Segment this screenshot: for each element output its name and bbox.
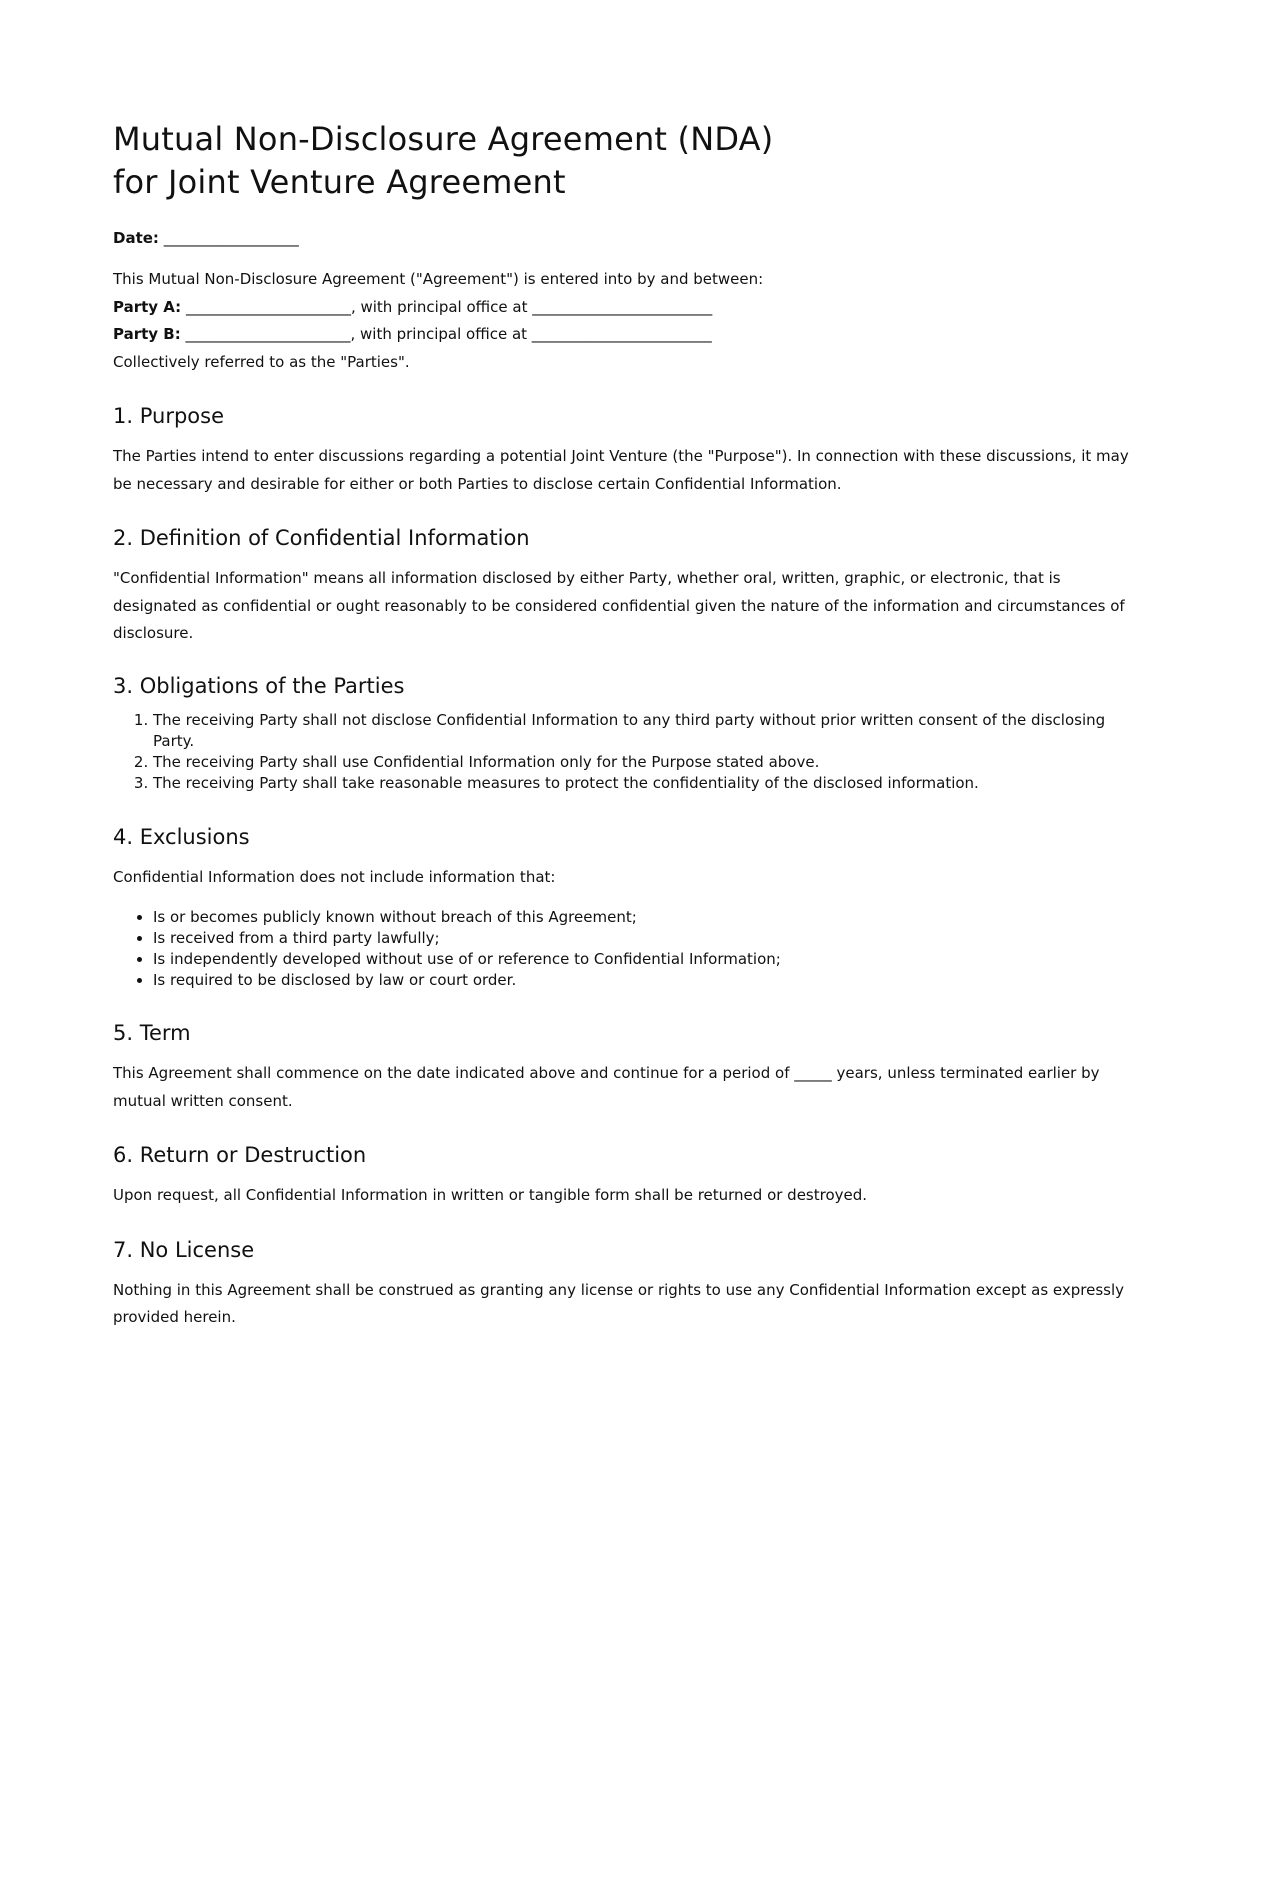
section-heading: 2. Definition of Confidential Information bbox=[113, 526, 530, 550]
section-exclusions bbox=[113, 823, 1150, 992]
title-line-1: Mutual Non-Disclosure Agreement (NDA) bbox=[113, 120, 774, 158]
date-label: Date: bbox=[113, 229, 159, 247]
section-heading: 6. Return or Destruction bbox=[113, 1143, 367, 1167]
section-heading: 7. No License bbox=[113, 1237, 255, 1262]
intro-text: This Mutual Non-Disclosure Agreement ("Agreement") is entered into by and between: bbox=[113, 270, 764, 288]
section-heading: 5. Term bbox=[113, 1021, 191, 1045]
party-b-label: Party B: bbox=[113, 325, 181, 343]
section-heading: 1. Purpose bbox=[113, 404, 224, 428]
section-heading: 4. Exclusions bbox=[113, 824, 250, 849]
exclusions-list bbox=[113, 907, 1150, 991]
party-b-text: ______________________, with principal office at ________________________ bbox=[180, 325, 712, 343]
section-return bbox=[113, 1141, 1150, 1210]
list-item: 3. The receiving Party shall take reasonable measures to protect the confidentiality of the disclosed information. bbox=[153, 773, 1150, 794]
section-body: The Parties intend to enter discussions regarding a potential Joint Venture (the "Purpose"). In connection with these discussions, it may be necessary and desirable for either or both Parties to disclose certain Confidential Information. bbox=[113, 447, 1129, 493]
document-title bbox=[113, 118, 1150, 204]
collective-text: Collectively referred to as the "Parties". bbox=[113, 352, 410, 371]
title-line-2: for Joint Venture Agreement bbox=[113, 163, 566, 201]
section-license bbox=[113, 1236, 1150, 1332]
list-item: • Is or becomes publicly known without breach of this Agreement; bbox=[153, 907, 1150, 928]
section-body: Nothing in this Agreement shall be construed as granting any license or rights to use any Confidential Information except as expressly provided herein. bbox=[113, 1280, 1125, 1326]
party-b-line bbox=[113, 321, 1150, 349]
section-purpose bbox=[113, 402, 1150, 498]
section-body: This Agreement shall commence on the date indicated above and continue for a period of _____ years, unless terminated earlier by mutual written consent. bbox=[113, 1064, 1100, 1110]
party-a-text: ______________________, with principal office at ________________________ bbox=[181, 297, 713, 316]
list-item: 1. The receiving Party shall not disclose Confidential Information to any third party without prior written consent of the disclosing Party. bbox=[153, 710, 1150, 752]
list-item: • Is independently developed without use of or reference to Confidential Information; bbox=[153, 949, 1150, 970]
party-a-line bbox=[113, 294, 1150, 322]
section-definition bbox=[113, 524, 1150, 648]
list-item: • Is required to be disclosed by law or court order. bbox=[153, 970, 1150, 991]
party-a-label: Party A: bbox=[113, 297, 182, 316]
section-body: Upon request, all Confidential Information in written or tangible form shall be returned or destroyed. bbox=[113, 1186, 868, 1204]
parties-block bbox=[113, 266, 1150, 376]
section-body: Confidential Information does not include information that: bbox=[113, 867, 556, 886]
date-line bbox=[113, 228, 1150, 248]
list-item: • Is received from a third party lawfully; bbox=[153, 928, 1150, 949]
list-item: 2. The receiving Party shall use Confidential Information only for the Purpose stated above. bbox=[153, 752, 1150, 773]
date-blank: __________________ bbox=[158, 229, 299, 247]
section-body: "Confidential Information" means all information disclosed by either Party, whether oral, written, graphic, or electronic, that is designated as confidential or ought reasonably to be considered confidential given the nature of the information and circumstances of disclosure. bbox=[113, 569, 1125, 642]
obligations-list bbox=[113, 710, 1150, 794]
section-heading: 3. Obligations of the Parties bbox=[113, 673, 405, 698]
section-term bbox=[113, 1019, 1150, 1115]
section-obligations bbox=[113, 672, 1150, 794]
